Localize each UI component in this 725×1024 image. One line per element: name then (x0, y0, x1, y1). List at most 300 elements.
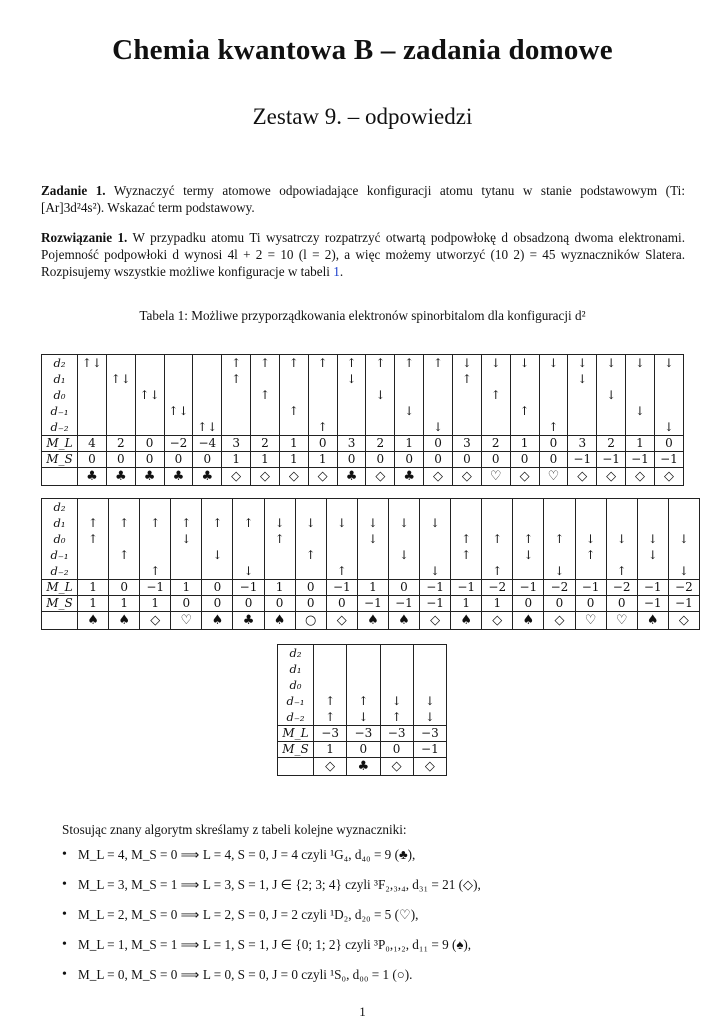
table-row (42, 499, 700, 516)
orbital-cell (668, 499, 699, 516)
ms-cell: −1 (357, 596, 388, 612)
ml-cell: −2 (482, 580, 513, 596)
orbital-cell (626, 387, 655, 403)
term-list (62, 840, 481, 990)
orbital-cell: ↑↓ (106, 371, 135, 387)
table-row (278, 742, 447, 758)
orbital-cell: ↑ (308, 419, 337, 436)
ms-cell: −1 (388, 596, 419, 612)
ml-cell: 3 (337, 436, 366, 452)
orbital-cell (109, 563, 140, 580)
orbital-cell (597, 403, 626, 419)
term-symbol-cell: ♣ (164, 468, 193, 486)
orbital-cell (513, 563, 544, 580)
orbital-cell (626, 371, 655, 387)
table-row (278, 709, 447, 726)
orbital-cell: ↓ (380, 693, 413, 709)
ms-cell: −1 (597, 452, 626, 468)
orbital-cell: ↓ (597, 387, 626, 403)
term-symbol-cell: ◇ (510, 468, 539, 486)
term-symbol-cell: ♠ (357, 612, 388, 630)
term-symbol-cell: ◇ (482, 612, 513, 630)
row-label: d₀ (278, 677, 314, 693)
orbital-cell: ↓ (337, 371, 366, 387)
orbital-cell (513, 515, 544, 531)
row-label: d₋₁ (42, 547, 78, 563)
term-symbol-cell: ◇ (452, 468, 481, 486)
orbital-cell: ↓ (481, 355, 510, 372)
ms-cell: 1 (109, 596, 140, 612)
ms-cell: 0 (606, 596, 637, 612)
ml-cell: −4 (193, 436, 222, 452)
orbital-cell (109, 499, 140, 516)
ml-cell: −2 (544, 580, 575, 596)
ml-cell: 1 (626, 436, 655, 452)
ml-cell: 0 (654, 436, 683, 452)
ml-cell: −2 (668, 580, 699, 596)
row-label: d₋₁ (42, 403, 78, 419)
orbital-cell (395, 419, 424, 436)
ms-cell: 1 (251, 452, 280, 468)
orbital-cell: ↓ (568, 371, 597, 387)
ms-cell: 0 (575, 596, 606, 612)
ml-cell: 1 (357, 580, 388, 596)
orbital-cell (308, 403, 337, 419)
orbital-cell (264, 563, 295, 580)
ms-cell: −1 (637, 596, 668, 612)
ml-cell: 2 (106, 436, 135, 452)
orbital-cell (337, 419, 366, 436)
orbital-cell (606, 515, 637, 531)
table-row (278, 645, 447, 662)
ml-cell: 3 (452, 436, 481, 452)
row-label: d₁ (278, 661, 314, 677)
orbital-cell (420, 547, 451, 563)
orbital-cell (251, 419, 280, 436)
orbital-cell: ↑ (513, 531, 544, 547)
ms-cell: 1 (140, 596, 171, 612)
ms-cell: 0 (171, 596, 202, 612)
orbital-cell (606, 499, 637, 516)
ml-cell: 0 (295, 580, 326, 596)
term-symbol-cell: ◇ (326, 612, 357, 630)
configuration-table-block-3 (277, 644, 447, 776)
orbital-cell: ↑ (347, 693, 380, 709)
table-row (42, 419, 684, 436)
table-row (42, 596, 700, 612)
orbital-cell (308, 387, 337, 403)
orbital-cell (295, 563, 326, 580)
ml-cell: 1 (510, 436, 539, 452)
orbital-cell: ↑ (482, 563, 513, 580)
ms-cell: −1 (420, 596, 451, 612)
orbital-cell (171, 563, 202, 580)
orbital-cell (164, 419, 193, 436)
task-paragraph (41, 182, 685, 216)
table-caption: Tabela 1: Możliwe przyporządkowania elektronów spinorbitalom dla konfiguracji d² (139, 308, 586, 323)
term-symbol-cell: ◇ (413, 758, 446, 776)
ms-cell: 0 (452, 452, 481, 468)
table-row (42, 387, 684, 403)
orbital-cell (637, 499, 668, 516)
orbital-cell (222, 387, 251, 403)
orbital-cell (420, 499, 451, 516)
ms-cell: −1 (413, 742, 446, 758)
orbital-cell (481, 419, 510, 436)
ml-cell: −1 (575, 580, 606, 596)
ms-cell: −1 (654, 452, 683, 468)
table-row (278, 726, 447, 742)
orbital-cell: ↓ (575, 531, 606, 547)
row-label (42, 612, 78, 630)
orbital-cell (451, 499, 482, 516)
orbital-cell: ↑ (279, 355, 308, 372)
task-label: Zadanie 1. (41, 183, 106, 198)
orbital-cell: ↓ (452, 355, 481, 372)
orbital-cell (395, 371, 424, 387)
page-number: 1 (359, 1004, 366, 1019)
row-label: d₋₂ (42, 419, 78, 436)
ml-cell: 0 (109, 580, 140, 596)
ml-cell: −1 (637, 580, 668, 596)
orbital-cell (222, 403, 251, 419)
ms-cell: 1 (314, 742, 347, 758)
orbital-cell: ↑↓ (135, 387, 164, 403)
orbital-cell: ↑ (222, 371, 251, 387)
orbital-cell (388, 499, 419, 516)
table-row (42, 436, 684, 452)
orbital-cell: ↓ (568, 355, 597, 372)
row-label: d₀ (42, 387, 78, 403)
ml-cell: −3 (413, 726, 446, 742)
term-symbol-cell: ♠ (109, 612, 140, 630)
orbital-cell: ↓ (606, 531, 637, 547)
orbital-cell (314, 661, 347, 677)
orbital-cell (413, 661, 446, 677)
orbital-cell (337, 403, 366, 419)
row-label: d₁ (42, 515, 78, 531)
ms-cell: −1 (568, 452, 597, 468)
ml-cell: 0 (135, 436, 164, 452)
orbital-cell: ↑ (233, 515, 264, 531)
orbital-cell (606, 547, 637, 563)
orbital-cell (366, 403, 395, 419)
document-subtitle: Zestaw 9. – odpowiedzi (252, 104, 473, 129)
orbital-cell: ↓ (326, 515, 357, 531)
orbital-cell (424, 403, 453, 419)
orbital-cell (451, 515, 482, 531)
orbital-cell (357, 499, 388, 516)
orbital-cell (626, 419, 655, 436)
orbital-cell: ↑ (510, 403, 539, 419)
term-symbol-cell: ◇ (568, 468, 597, 486)
orbital-cell: ↑ (109, 547, 140, 563)
ms-cell: 0 (539, 452, 568, 468)
orbital-cell: ↓ (388, 515, 419, 531)
ml-cell: −3 (314, 726, 347, 742)
row-label: M_L (278, 726, 314, 742)
orbital-cell: ↓ (357, 531, 388, 547)
row-label (278, 758, 314, 776)
orbital-cell (251, 403, 280, 419)
ms-cell: −1 (668, 596, 699, 612)
orbital-cell: ↑ (606, 563, 637, 580)
term-symbol-cell: ♠ (264, 612, 295, 630)
orbital-cell (193, 403, 222, 419)
list-item: • M_L = 1, M_S = 1 ⟹ L = 1, S = 1, J ∈ {0; 1; 2} czyli ³P₀,₁,₂, d₁₁ = 9 (♠), (62, 930, 481, 960)
term-symbol-cell: ♠ (451, 612, 482, 630)
orbital-cell: ↑ (264, 531, 295, 547)
table-row (42, 547, 700, 563)
table-row (278, 661, 447, 677)
orbital-cell: ↓ (295, 515, 326, 531)
table-row (42, 403, 684, 419)
orbital-cell (568, 387, 597, 403)
orbital-cell (164, 355, 193, 372)
orbital-cell: ↑↓ (164, 403, 193, 419)
ml-cell: −1 (326, 580, 357, 596)
ml-cell: 3 (568, 436, 597, 452)
orbital-cell (279, 387, 308, 403)
orbital-cell (539, 387, 568, 403)
orbital-cell (171, 547, 202, 563)
row-label: d₂ (42, 499, 78, 516)
orbital-cell (106, 355, 135, 372)
ml-cell: 0 (202, 580, 233, 596)
orbital-cell: ↓ (654, 419, 683, 436)
term-symbol-cell: ◇ (366, 468, 395, 486)
orbital-cell (575, 499, 606, 516)
orbital-cell (668, 515, 699, 531)
orbital-cell (171, 499, 202, 516)
row-label: M_S (42, 596, 78, 612)
orbital-cell (140, 499, 171, 516)
term-symbol-cell: ◇ (251, 468, 280, 486)
orbital-cell: ↑ (314, 709, 347, 726)
table-row (42, 371, 684, 387)
term-symbol-cell: ◇ (380, 758, 413, 776)
orbital-cell (222, 419, 251, 436)
ms-cell: 1 (78, 596, 109, 612)
orbital-cell (654, 371, 683, 387)
orbital-cell (135, 419, 164, 436)
term-symbol-cell: ◇ (626, 468, 655, 486)
row-label: M_L (42, 580, 78, 596)
orbital-cell (452, 387, 481, 403)
ml-cell: 2 (251, 436, 280, 452)
orbital-cell: ↑↓ (78, 355, 107, 372)
term-symbol-cell: ♣ (233, 612, 264, 630)
ml-cell: 1 (171, 580, 202, 596)
orbital-cell: ↓ (413, 693, 446, 709)
ml-cell: 1 (264, 580, 295, 596)
orbital-cell (106, 403, 135, 419)
algorithm-intro: Stosując znany algorytm skreślamy z tabeli kolejne wyznaczniki: (62, 822, 407, 837)
orbital-cell (279, 419, 308, 436)
orbital-cell (314, 677, 347, 693)
row-label: d₋₂ (278, 709, 314, 726)
orbital-cell (568, 403, 597, 419)
orbital-cell (326, 531, 357, 547)
orbital-cell (637, 515, 668, 531)
orbital-cell (109, 531, 140, 547)
orbital-cell: ↑ (539, 419, 568, 436)
ml-cell: 4 (78, 436, 107, 452)
term-symbol-cell: ◇ (420, 612, 451, 630)
orbital-cell (106, 387, 135, 403)
orbital-cell: ↓ (357, 515, 388, 531)
orbital-cell (482, 499, 513, 516)
orbital-cell (510, 419, 539, 436)
term-symbol-cell: ♣ (347, 758, 380, 776)
orbital-cell (413, 645, 446, 662)
row-label (42, 468, 78, 486)
term-symbol-cell: ♠ (78, 612, 109, 630)
orbital-cell (347, 661, 380, 677)
ms-cell: 0 (513, 596, 544, 612)
row-label: d₋₁ (278, 693, 314, 709)
orbital-cell: ↑ (78, 515, 109, 531)
ms-cell: 0 (106, 452, 135, 468)
orbital-cell (568, 419, 597, 436)
orbital-cell (481, 371, 510, 387)
orbital-cell (164, 387, 193, 403)
orbital-cell (78, 403, 107, 419)
row-label: d₋₂ (42, 563, 78, 580)
ml-cell: 1 (78, 580, 109, 596)
orbital-cell (388, 531, 419, 547)
orbital-cell (452, 419, 481, 436)
orbital-cell (597, 419, 626, 436)
row-label: M_L (42, 436, 78, 452)
term-symbol-cell: ◇ (222, 468, 251, 486)
orbital-cell (326, 547, 357, 563)
orbital-cell (654, 387, 683, 403)
table-row (42, 468, 684, 486)
ms-cell: 0 (164, 452, 193, 468)
term-symbol-cell: ◇ (314, 758, 347, 776)
configuration-table-block-2 (41, 498, 700, 630)
ml-cell: 3 (222, 436, 251, 452)
orbital-cell (202, 531, 233, 547)
ms-cell: 1 (308, 452, 337, 468)
ms-cell: 0 (233, 596, 264, 612)
orbital-cell (202, 499, 233, 516)
orbital-cell (314, 645, 347, 662)
row-label: M_S (42, 452, 78, 468)
orbital-cell: ↑ (109, 515, 140, 531)
ms-cell: 0 (544, 596, 575, 612)
orbital-cell (140, 531, 171, 547)
ms-cell: 0 (78, 452, 107, 468)
ml-cell: −3 (380, 726, 413, 742)
term-symbol-cell: ♡ (539, 468, 568, 486)
ml-cell: 2 (366, 436, 395, 452)
orbital-cell: ↑ (295, 547, 326, 563)
orbital-cell: ↓ (388, 547, 419, 563)
solution-text-end: . (339, 264, 344, 279)
orbital-cell: ↑ (481, 387, 510, 403)
orbital-cell (78, 419, 107, 436)
orbital-cell: ↓ (395, 403, 424, 419)
table-row (42, 612, 700, 630)
ml-cell: 0 (424, 436, 453, 452)
ms-cell: 0 (337, 452, 366, 468)
orbital-cell: ↓ (366, 387, 395, 403)
orbital-cell (654, 403, 683, 419)
orbital-cell (597, 371, 626, 387)
term-symbol-cell: ♣ (78, 468, 107, 486)
orbital-cell (452, 403, 481, 419)
orbital-cell (366, 419, 395, 436)
solution-text: W przypadku atomu Ti wysatrczy rozpatrzyć otwartą podpowłokę d obsadzoną dwoma elektronami. Pojemność podpowłoki d wynosi 4l + 2 = 10 (l = 2), a więc możemy utworzyć (10 2) = 45 wyznaczników Slatera. Rozpisujemy wszystkie możliwe konfiguracje w tabeli (41, 230, 685, 279)
solution-paragraph (41, 229, 685, 280)
solution-label: Rozwiązanie 1. (41, 230, 128, 245)
ms-cell: 0 (366, 452, 395, 468)
orbital-cell (347, 677, 380, 693)
ml-cell: 0 (308, 436, 337, 452)
orbital-cell (295, 499, 326, 516)
term-symbol-cell: ♠ (202, 612, 233, 630)
table-row (42, 452, 684, 468)
orbital-cell: ↑ (380, 709, 413, 726)
table-reference-link[interactable]: 1 (333, 264, 340, 279)
orbital-cell: ↑ (326, 563, 357, 580)
ml-cell: −2 (606, 580, 637, 596)
orbital-cell: ↑ (140, 563, 171, 580)
orbital-cell (233, 499, 264, 516)
term-symbol-cell: ♣ (193, 468, 222, 486)
orbital-cell: ↓ (202, 547, 233, 563)
term-symbol-cell: ◇ (279, 468, 308, 486)
orbital-cell (233, 531, 264, 547)
ms-cell: 1 (482, 596, 513, 612)
row-label: M_S (278, 742, 314, 758)
ml-cell: −1 (233, 580, 264, 596)
orbital-cell: ↑ (202, 515, 233, 531)
orbital-cell (513, 499, 544, 516)
term-symbol-cell: ♡ (481, 468, 510, 486)
orbital-cell: ↓ (626, 355, 655, 372)
term-symbol-cell: ♡ (606, 612, 637, 630)
orbital-cell (380, 677, 413, 693)
orbital-cell (575, 515, 606, 531)
orbital-cell: ↑ (337, 355, 366, 372)
orbital-cell (510, 371, 539, 387)
orbital-cell: ↓ (420, 515, 451, 531)
ml-cell: −1 (451, 580, 482, 596)
term-symbol-cell: ♠ (513, 612, 544, 630)
orbital-cell (295, 531, 326, 547)
orbital-cell (78, 371, 107, 387)
table-row (42, 515, 700, 531)
orbital-cell (202, 563, 233, 580)
orbital-cell (264, 547, 295, 563)
table-row (278, 693, 447, 709)
list-item: • M_L = 2, M_S = 0 ⟹ L = 2, S = 0, J = 2 czyli ¹D₂, d₂₀ = 5 (♡), (62, 900, 481, 930)
orbital-cell (575, 563, 606, 580)
orbital-cell: ↓ (424, 419, 453, 436)
orbital-cell: ↑ (140, 515, 171, 531)
term-symbol-cell: ♠ (388, 612, 419, 630)
orbital-cell (106, 419, 135, 436)
term-symbol-cell: ♡ (575, 612, 606, 630)
orbital-cell (380, 645, 413, 662)
orbital-cell: ↓ (510, 355, 539, 372)
list-item: • M_L = 0, M_S = 0 ⟹ L = 0, S = 0, J = 0 czyli ¹S₀, d₀₀ = 1 (○). (62, 960, 481, 990)
orbital-cell: ↑↓ (193, 419, 222, 436)
ms-cell: 0 (264, 596, 295, 612)
